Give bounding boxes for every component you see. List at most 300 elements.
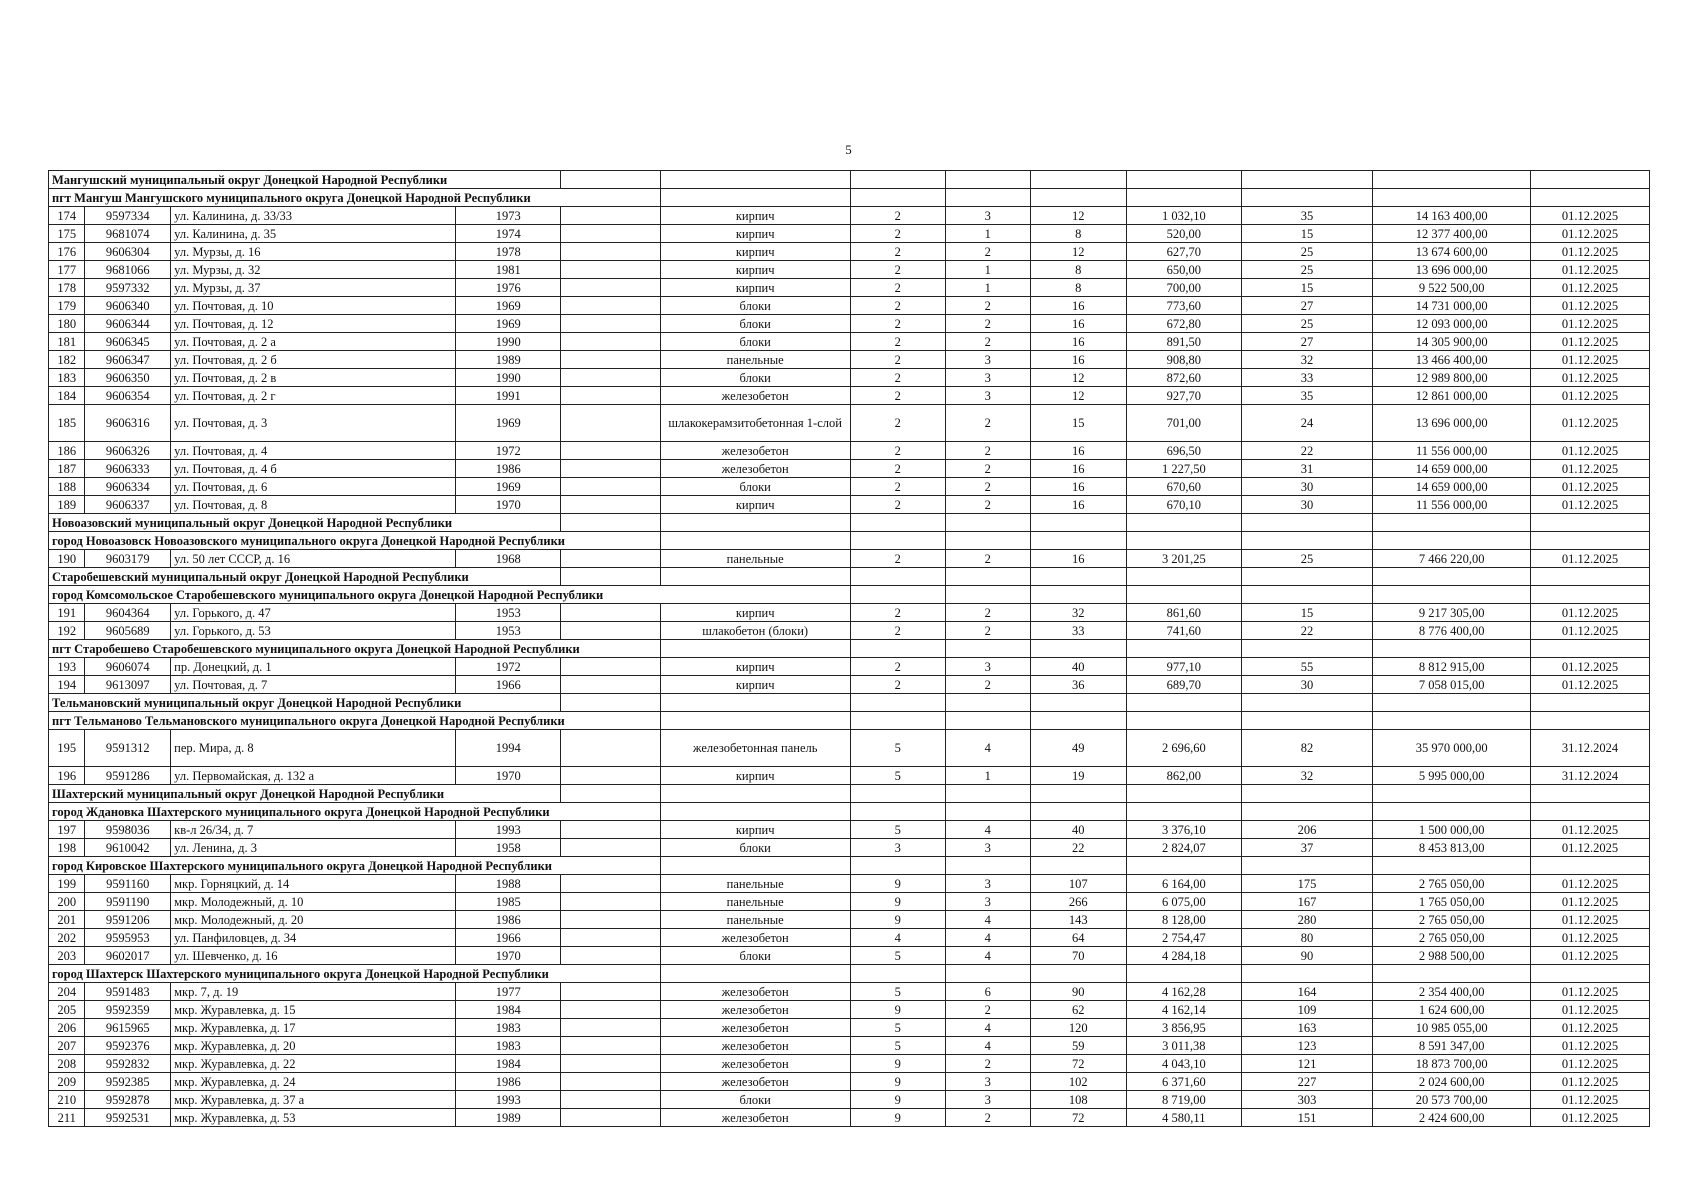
wall-material-cell: кирпич xyxy=(660,767,850,785)
section-title: пгт Тельманово Тельмановского муниципального округа Донецкой Народной Республики xyxy=(49,712,661,730)
building-id: 9591160 xyxy=(85,875,171,893)
cost-cell: 20 573 700,00 xyxy=(1373,1091,1531,1109)
cost-cell: 2 988 500,00 xyxy=(1373,947,1531,965)
address-cell: пер. Мира, д. 8 xyxy=(171,730,456,767)
empty-cell xyxy=(1241,171,1373,189)
residents-cell: 32 xyxy=(1241,351,1373,369)
floors-cell: 2 xyxy=(850,604,945,622)
apartments-cell: 33 xyxy=(1030,622,1126,640)
empty-cell xyxy=(850,532,945,550)
building-id: 9592376 xyxy=(85,1037,171,1055)
year-cell: 1986 xyxy=(456,460,561,478)
cost-cell: 7 058 015,00 xyxy=(1373,676,1531,694)
empty-cell xyxy=(660,568,850,586)
apartments-cell: 16 xyxy=(1030,351,1126,369)
apartments-cell: 120 xyxy=(1030,1019,1126,1037)
empty-cell xyxy=(1030,965,1126,983)
residents-cell: 32 xyxy=(1241,767,1373,785)
area-cell: 8 719,00 xyxy=(1126,1091,1241,1109)
residents-cell: 303 xyxy=(1241,1091,1373,1109)
section-header-row xyxy=(49,712,1650,730)
address-cell: ул. Мурзы, д. 16 xyxy=(171,243,456,261)
area-cell: 861,60 xyxy=(1126,604,1241,622)
entrances-cell: 4 xyxy=(945,929,1030,947)
cost-cell: 2 354 400,00 xyxy=(1373,983,1531,1001)
row-number: 180 xyxy=(49,315,85,333)
year-cell: 1994 xyxy=(456,730,561,767)
entrances-cell: 1 xyxy=(945,225,1030,243)
empty-cell xyxy=(561,694,661,712)
empty-cell xyxy=(660,803,850,821)
row-number: 200 xyxy=(49,893,85,911)
cost-cell: 10 985 055,00 xyxy=(1373,1019,1531,1037)
area-cell: 701,00 xyxy=(1126,405,1241,442)
building-id: 9597334 xyxy=(85,207,171,225)
entrances-cell: 2 xyxy=(945,460,1030,478)
building-id: 9606333 xyxy=(85,460,171,478)
table-row xyxy=(49,1091,1650,1109)
row-number: 194 xyxy=(49,676,85,694)
floors-cell: 2 xyxy=(850,207,945,225)
apartments-cell: 143 xyxy=(1030,911,1126,929)
wall-material-cell: панельные xyxy=(660,875,850,893)
date-cell: 01.12.2025 xyxy=(1530,387,1649,405)
entrances-cell: 3 xyxy=(945,369,1030,387)
housing-registry-table xyxy=(48,170,1650,1127)
apartments-cell: 70 xyxy=(1030,947,1126,965)
empty-cell xyxy=(850,586,945,604)
date-cell: 01.12.2025 xyxy=(1530,333,1649,351)
row-number: 208 xyxy=(49,1055,85,1073)
floors-cell: 4 xyxy=(850,929,945,947)
apartments-cell: 107 xyxy=(1030,875,1126,893)
building-id: 9591286 xyxy=(85,767,171,785)
wall-material-cell: блоки xyxy=(660,333,850,351)
section-header-row xyxy=(49,568,1650,586)
apartments-cell: 16 xyxy=(1030,496,1126,514)
wall-material-cell: кирпич xyxy=(660,496,850,514)
blank-cell xyxy=(561,478,661,496)
wall-material-cell: блоки xyxy=(660,315,850,333)
date-cell: 01.12.2025 xyxy=(1530,261,1649,279)
empty-cell xyxy=(1530,586,1649,604)
registry-body xyxy=(49,171,1650,1127)
entrances-cell: 2 xyxy=(945,333,1030,351)
apartments-cell: 62 xyxy=(1030,1001,1126,1019)
wall-material-cell: панельные xyxy=(660,351,850,369)
building-id: 9592878 xyxy=(85,1091,171,1109)
residents-cell: 15 xyxy=(1241,279,1373,297)
building-id: 9681066 xyxy=(85,261,171,279)
building-id: 9591483 xyxy=(85,983,171,1001)
entrances-cell: 4 xyxy=(945,911,1030,929)
empty-cell xyxy=(1241,586,1373,604)
date-cell: 01.12.2025 xyxy=(1530,1037,1649,1055)
address-cell: ул. Почтовая, д. 8 xyxy=(171,496,456,514)
empty-cell xyxy=(660,640,850,658)
area-cell: 3 376,10 xyxy=(1126,821,1241,839)
entrances-cell: 3 xyxy=(945,658,1030,676)
empty-cell xyxy=(1373,803,1531,821)
cost-cell: 9 522 500,00 xyxy=(1373,279,1531,297)
date-cell: 01.12.2025 xyxy=(1530,225,1649,243)
address-cell: ул. Панфиловцев, д. 34 xyxy=(171,929,456,947)
entrances-cell: 6 xyxy=(945,983,1030,1001)
empty-cell xyxy=(850,712,945,730)
apartments-cell: 72 xyxy=(1030,1109,1126,1127)
empty-cell xyxy=(945,803,1030,821)
table-row xyxy=(49,1109,1650,1127)
cost-cell: 13 696 000,00 xyxy=(1373,405,1531,442)
apartments-cell: 15 xyxy=(1030,405,1126,442)
cost-cell: 2 765 050,00 xyxy=(1373,929,1531,947)
residents-cell: 80 xyxy=(1241,929,1373,947)
row-number: 203 xyxy=(49,947,85,965)
section-title: город Шахтерск Шахтерского муниципального округа Донецкой Народной Республики xyxy=(49,965,661,983)
apartments-cell: 8 xyxy=(1030,261,1126,279)
table-row xyxy=(49,261,1650,279)
area-cell: 2 754,47 xyxy=(1126,929,1241,947)
cost-cell: 13 696 000,00 xyxy=(1373,261,1531,279)
table-row xyxy=(49,1037,1650,1055)
row-number: 176 xyxy=(49,243,85,261)
empty-cell xyxy=(945,857,1030,875)
empty-cell xyxy=(561,785,661,803)
wall-material-cell: железобетонная панель xyxy=(660,730,850,767)
apartments-cell: 32 xyxy=(1030,604,1126,622)
empty-cell xyxy=(850,965,945,983)
entrances-cell: 2 xyxy=(945,1001,1030,1019)
year-cell: 1969 xyxy=(456,478,561,496)
floors-cell: 2 xyxy=(850,225,945,243)
blank-cell xyxy=(561,496,661,514)
cost-cell: 2 765 050,00 xyxy=(1373,875,1531,893)
section-header-row xyxy=(49,514,1650,532)
section-title: Старобешевский муниципальный округ Донецкой Народной Республики xyxy=(49,568,561,586)
apartments-cell: 16 xyxy=(1030,460,1126,478)
year-cell: 1984 xyxy=(456,1055,561,1073)
empty-cell xyxy=(945,640,1030,658)
year-cell: 1966 xyxy=(456,676,561,694)
area-cell: 3 201,25 xyxy=(1126,550,1241,568)
address-cell: ул. Мурзы, д. 32 xyxy=(171,261,456,279)
empty-cell xyxy=(1126,586,1241,604)
building-id: 9606334 xyxy=(85,478,171,496)
cost-cell: 12 093 000,00 xyxy=(1373,315,1531,333)
address-cell: ул. Горького, д. 47 xyxy=(171,604,456,622)
empty-cell xyxy=(1030,694,1126,712)
entrances-cell: 2 xyxy=(945,1055,1030,1073)
entrances-cell: 4 xyxy=(945,1037,1030,1055)
row-number: 181 xyxy=(49,333,85,351)
wall-material-cell: кирпич xyxy=(660,225,850,243)
table-row xyxy=(49,478,1650,496)
area-cell: 700,00 xyxy=(1126,279,1241,297)
table-row xyxy=(49,604,1650,622)
year-cell: 1966 xyxy=(456,929,561,947)
year-cell: 1969 xyxy=(456,297,561,315)
floors-cell: 5 xyxy=(850,767,945,785)
date-cell: 01.12.2025 xyxy=(1530,1109,1649,1127)
area-cell: 520,00 xyxy=(1126,225,1241,243)
entrances-cell: 3 xyxy=(945,1091,1030,1109)
date-cell: 01.12.2025 xyxy=(1530,1073,1649,1091)
wall-material-cell: кирпич xyxy=(660,207,850,225)
area-cell: 670,10 xyxy=(1126,496,1241,514)
wall-material-cell: кирпич xyxy=(660,261,850,279)
date-cell: 01.12.2025 xyxy=(1530,279,1649,297)
building-id: 9606345 xyxy=(85,333,171,351)
empty-cell xyxy=(1241,785,1373,803)
entrances-cell: 3 xyxy=(945,351,1030,369)
empty-cell xyxy=(1126,568,1241,586)
year-cell: 1972 xyxy=(456,442,561,460)
address-cell: мкр. Журавлевка, д. 22 xyxy=(171,1055,456,1073)
blank-cell xyxy=(561,658,661,676)
section-title: город Комсомольское Старобешевского муниципального округа Донецкой Народной Республики xyxy=(49,586,851,604)
entrances-cell: 2 xyxy=(945,622,1030,640)
date-cell: 01.12.2025 xyxy=(1530,442,1649,460)
address-cell: ул. Почтовая, д. 12 xyxy=(171,315,456,333)
entrances-cell: 4 xyxy=(945,947,1030,965)
section-title: Шахтерский муниципальный округ Донецкой Народной Республики xyxy=(49,785,561,803)
address-cell: мкр. Молодежный, д. 10 xyxy=(171,893,456,911)
empty-cell xyxy=(1126,532,1241,550)
address-cell: мкр. Журавлевка, д. 24 xyxy=(171,1073,456,1091)
floors-cell: 2 xyxy=(850,658,945,676)
empty-cell xyxy=(1530,857,1649,875)
table-row xyxy=(49,622,1650,640)
empty-cell xyxy=(945,568,1030,586)
empty-cell xyxy=(1373,857,1531,875)
year-cell: 1973 xyxy=(456,207,561,225)
apartments-cell: 22 xyxy=(1030,839,1126,857)
area-cell: 4 284,18 xyxy=(1126,947,1241,965)
empty-cell xyxy=(1530,694,1649,712)
year-cell: 1986 xyxy=(456,1073,561,1091)
row-number: 188 xyxy=(49,478,85,496)
row-number: 197 xyxy=(49,821,85,839)
date-cell: 01.12.2025 xyxy=(1530,875,1649,893)
entrances-cell: 3 xyxy=(945,207,1030,225)
blank-cell xyxy=(561,297,661,315)
floors-cell: 2 xyxy=(850,478,945,496)
entrances-cell: 2 xyxy=(945,496,1030,514)
area-cell: 627,70 xyxy=(1126,243,1241,261)
section-title: Новоазовский муниципальный округ Донецкой Народной Республики xyxy=(49,514,561,532)
residents-cell: 22 xyxy=(1241,622,1373,640)
empty-cell xyxy=(660,785,850,803)
date-cell: 01.12.2025 xyxy=(1530,1001,1649,1019)
wall-material-cell: кирпич xyxy=(660,279,850,297)
wall-material-cell: блоки xyxy=(660,1091,850,1109)
area-cell: 4 043,10 xyxy=(1126,1055,1241,1073)
blank-cell xyxy=(561,351,661,369)
apartments-cell: 8 xyxy=(1030,225,1126,243)
residents-cell: 33 xyxy=(1241,369,1373,387)
cost-cell: 11 556 000,00 xyxy=(1373,496,1531,514)
floors-cell: 2 xyxy=(850,442,945,460)
empty-cell xyxy=(1373,586,1531,604)
empty-cell xyxy=(945,171,1030,189)
area-cell: 2 824,07 xyxy=(1126,839,1241,857)
floors-cell: 2 xyxy=(850,496,945,514)
wall-material-cell: панельные xyxy=(660,893,850,911)
blank-cell xyxy=(561,983,661,1001)
blank-cell xyxy=(561,875,661,893)
floors-cell: 2 xyxy=(850,297,945,315)
residents-cell: 164 xyxy=(1241,983,1373,1001)
blank-cell xyxy=(561,730,661,767)
section-title: Тельмановский муниципальный округ Донецкой Народной Республики xyxy=(49,694,561,712)
date-cell: 01.12.2025 xyxy=(1530,405,1649,442)
residents-cell: 163 xyxy=(1241,1019,1373,1037)
apartments-cell: 12 xyxy=(1030,369,1126,387)
apartments-cell: 16 xyxy=(1030,315,1126,333)
year-cell: 1988 xyxy=(456,875,561,893)
wall-material-cell: железобетон xyxy=(660,983,850,1001)
empty-cell xyxy=(945,694,1030,712)
page-number: 5 xyxy=(845,142,852,157)
year-cell: 1978 xyxy=(456,243,561,261)
blank-cell xyxy=(561,405,661,442)
year-cell: 1969 xyxy=(456,315,561,333)
row-number: 179 xyxy=(49,297,85,315)
row-number: 187 xyxy=(49,460,85,478)
residents-cell: 151 xyxy=(1241,1109,1373,1127)
blank-cell xyxy=(561,604,661,622)
residents-cell: 55 xyxy=(1241,658,1373,676)
wall-material-cell: блоки xyxy=(660,297,850,315)
cost-cell: 14 163 400,00 xyxy=(1373,207,1531,225)
row-number: 174 xyxy=(49,207,85,225)
entrances-cell: 2 xyxy=(945,243,1030,261)
area-cell: 696,50 xyxy=(1126,442,1241,460)
date-cell: 01.12.2025 xyxy=(1530,478,1649,496)
floors-cell: 2 xyxy=(850,243,945,261)
empty-cell xyxy=(1030,803,1126,821)
residents-cell: 15 xyxy=(1241,604,1373,622)
entrances-cell: 3 xyxy=(945,387,1030,405)
date-cell: 01.12.2025 xyxy=(1530,1019,1649,1037)
floors-cell: 2 xyxy=(850,261,945,279)
year-cell: 1981 xyxy=(456,261,561,279)
row-number: 202 xyxy=(49,929,85,947)
table-row xyxy=(49,243,1650,261)
apartments-cell: 108 xyxy=(1030,1091,1126,1109)
entrances-cell: 2 xyxy=(945,405,1030,442)
cost-cell: 12 989 800,00 xyxy=(1373,369,1531,387)
building-id: 9606344 xyxy=(85,315,171,333)
cost-cell: 2 424 600,00 xyxy=(1373,1109,1531,1127)
blank-cell xyxy=(561,1019,661,1037)
building-id: 9597332 xyxy=(85,279,171,297)
date-cell: 01.12.2025 xyxy=(1530,351,1649,369)
empty-cell xyxy=(1126,803,1241,821)
address-cell: ул. Горького, д. 53 xyxy=(171,622,456,640)
address-cell: ул. Шевченко, д. 16 xyxy=(171,947,456,965)
floors-cell: 9 xyxy=(850,911,945,929)
empty-cell xyxy=(1126,640,1241,658)
empty-cell xyxy=(1373,712,1531,730)
empty-cell xyxy=(1373,171,1531,189)
date-cell: 01.12.2025 xyxy=(1530,1091,1649,1109)
residents-cell: 37 xyxy=(1241,839,1373,857)
blank-cell xyxy=(561,460,661,478)
year-cell: 1991 xyxy=(456,387,561,405)
year-cell: 1953 xyxy=(456,604,561,622)
empty-cell xyxy=(1126,785,1241,803)
blank-cell xyxy=(561,839,661,857)
floors-cell: 2 xyxy=(850,676,945,694)
empty-cell xyxy=(1030,189,1126,207)
address-cell: ул. Почтовая, д. 10 xyxy=(171,297,456,315)
blank-cell xyxy=(561,622,661,640)
section-header-row xyxy=(49,965,1650,983)
floors-cell: 2 xyxy=(850,387,945,405)
year-cell: 1983 xyxy=(456,1019,561,1037)
table-row xyxy=(49,387,1650,405)
row-number: 201 xyxy=(49,911,85,929)
table-row xyxy=(49,315,1650,333)
floors-cell: 9 xyxy=(850,875,945,893)
table-row xyxy=(49,279,1650,297)
row-number: 210 xyxy=(49,1091,85,1109)
blank-cell xyxy=(561,243,661,261)
blank-cell xyxy=(561,676,661,694)
empty-cell xyxy=(1126,965,1241,983)
section-title: Мангушский муниципальный округ Донецкой Народной Республики xyxy=(49,171,561,189)
address-cell: ул. Мурзы, д. 37 xyxy=(171,279,456,297)
empty-cell xyxy=(1030,857,1126,875)
address-cell: ул. Ленина, д. 3 xyxy=(171,839,456,857)
floors-cell: 2 xyxy=(850,279,945,297)
cost-cell: 1 624 600,00 xyxy=(1373,1001,1531,1019)
blank-cell xyxy=(561,911,661,929)
area-cell: 8 128,00 xyxy=(1126,911,1241,929)
residents-cell: 109 xyxy=(1241,1001,1373,1019)
date-cell: 01.12.2025 xyxy=(1530,604,1649,622)
floors-cell: 3 xyxy=(850,839,945,857)
cost-cell: 9 217 305,00 xyxy=(1373,604,1531,622)
apartments-cell: 16 xyxy=(1030,297,1126,315)
empty-cell xyxy=(1373,640,1531,658)
table-row xyxy=(49,351,1650,369)
empty-cell xyxy=(1241,640,1373,658)
building-id: 9592531 xyxy=(85,1109,171,1127)
empty-cell xyxy=(1530,189,1649,207)
year-cell: 1969 xyxy=(456,405,561,442)
table-row xyxy=(49,460,1650,478)
address-cell: ул. Почтовая, д. 6 xyxy=(171,478,456,496)
date-cell: 01.12.2025 xyxy=(1530,821,1649,839)
building-id: 9606347 xyxy=(85,351,171,369)
blank-cell xyxy=(561,929,661,947)
entrances-cell: 2 xyxy=(945,550,1030,568)
empty-cell xyxy=(1530,640,1649,658)
row-number: 196 xyxy=(49,767,85,785)
section-title: пгт Старобешево Старобешевского муниципального округа Донецкой Народной Республики xyxy=(49,640,661,658)
empty-cell xyxy=(1030,712,1126,730)
floors-cell: 5 xyxy=(850,1037,945,1055)
empty-cell xyxy=(1241,712,1373,730)
empty-cell xyxy=(561,171,661,189)
area-cell: 773,60 xyxy=(1126,297,1241,315)
table-row xyxy=(49,1055,1650,1073)
empty-cell xyxy=(1241,803,1373,821)
entrances-cell: 1 xyxy=(945,767,1030,785)
residents-cell: 90 xyxy=(1241,947,1373,965)
